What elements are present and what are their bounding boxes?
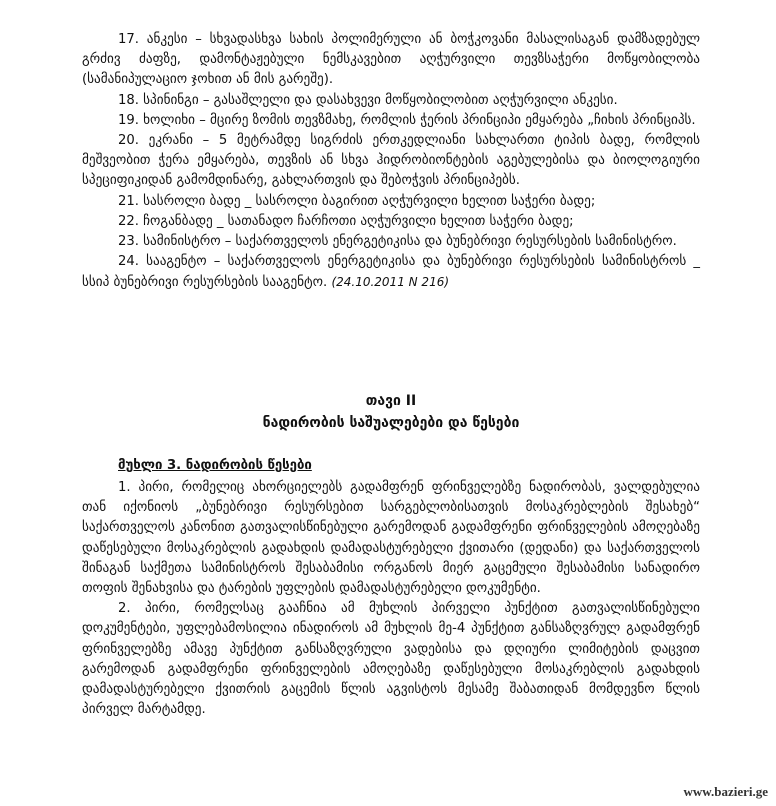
definition-23: 23. სამინისტრო – საქართველოს ენერგეტიკისა და ბუნებრივი რესურსების სამინისტრო. [118,234,677,250]
definition-18: 18. სპინინგი – გასაშლელი და დასახვევი მოწყობილობით აღჭურვილი ანკესი. [118,92,618,108]
chapter-heading [82,390,700,434]
definition-21: 21. სასროლი ბადე _ სასროლი ბაგირით აღჭურვილი ხელით საჭერი ბადე; [118,193,596,209]
definition-24 [82,252,700,293]
site-watermark: www.bazieri.ge [683,784,768,799]
definition-22: 22. ჩოგანბადე _ სათანადო ჩარჩოთი აღჭურვილი ხელით საჭერი ბადე; [118,213,574,229]
article-body [82,478,700,720]
chapter-title: ნადირობის საშუალებები და წესები [262,415,520,431]
article-heading: მუხლი 3. ნადირობის წესები [118,458,312,473]
definition-17: 17. ანკესი – სხვადასხვა სახის პოლიმერული ან ბოჭკოვანი მასალისაგან დამზადებულ გრძივ ძაფზე, დამონტაჟებული ნემსკავებით აღჭურვილი თევზსაჭერი მოწყობილობა (სამანიპულაციო ჯოხით ან მის გარეშე). [82,32,700,88]
article-paragraph-1: 1. პირი, რომელიც ახორციელებს გადამფრენ ფრინველებზე ნადირობას, ვალდებულია თან იქონიოს „ბუნებრივი რესურსებით სარგებლობისათვის მოსაკრებლების შესახებ“ საქართველოს კანონით გათვალისწინებული გარემოდან გადამფრენი ფრინველების ამოღებაზე დაწესებული მოსაკრებლის გადახდის დამადასტურებელი ქვითარი (დედანი) და საქართველოს შინაგან საქმეთა სამინისტროს შესაბამისი ორგანოს მიერ გაცემული შესაბამისი სანადირო თოფის შენახვისა და ტარების უფლების დამადასტურებელი დოკუმენტი. [82,480,700,597]
definition-19: 19. ხოლიხი – მცირე ზომის თევზმახე, რომლის ჭერის პრინციპი ემყარება „ჩიხის პრინციპს. [118,112,696,128]
article-paragraph-2: 2. პირი, რომელსაც გააჩნია ამ მუხლის პირველი პუნქტით გათვალისწინებული დოკუმენტები, უფლებამოსილია ინადიროს ამ მუხლის მე-4 პუნქტით განსაზღვრულ გადამფრენ ფრინველებზე ამავე პუნქტით განსაზღვრული ვადებისა და დღიური ლიმიტების დაცვით გარემოდან გადამფრენი ფრინველების ამოღებაზე დაწესებული მოსაკრებლის გადახდის დამადასტურებელი ქვითრის გაცემის წლის აგვისტოს მესამე შაბათიდან მომდევნო წლის პირველ მარტამდე. [82,601,700,718]
definition-20: 20. ეკრანი – 5 მეტრამდე სიგრძის ერთკედლიანი სახლართი ტიპის ბადე, რომლის მეშვეობით ჭერა ემყარება, თევზის ან სხვა ჰიდრობიონტების აგებულებისა და ბიოლოგიური სპეციფიკიდან გამომდინარე, გახლართვის და შებოჭვის პრინციპებს. [82,133,700,189]
amendment-reference: (24.10.2011 N 216) [331,275,450,290]
definition-24-text: 24. სააგენტო – საქართველოს ენერგეტიკისა და ბუნებრივი რესურსების სამინისტროს _ სსიპ ბუნებრივი რესურსების სააგენტო. [82,254,700,291]
definitions-list [82,30,700,294]
chapter-number: თავი II [365,393,417,409]
